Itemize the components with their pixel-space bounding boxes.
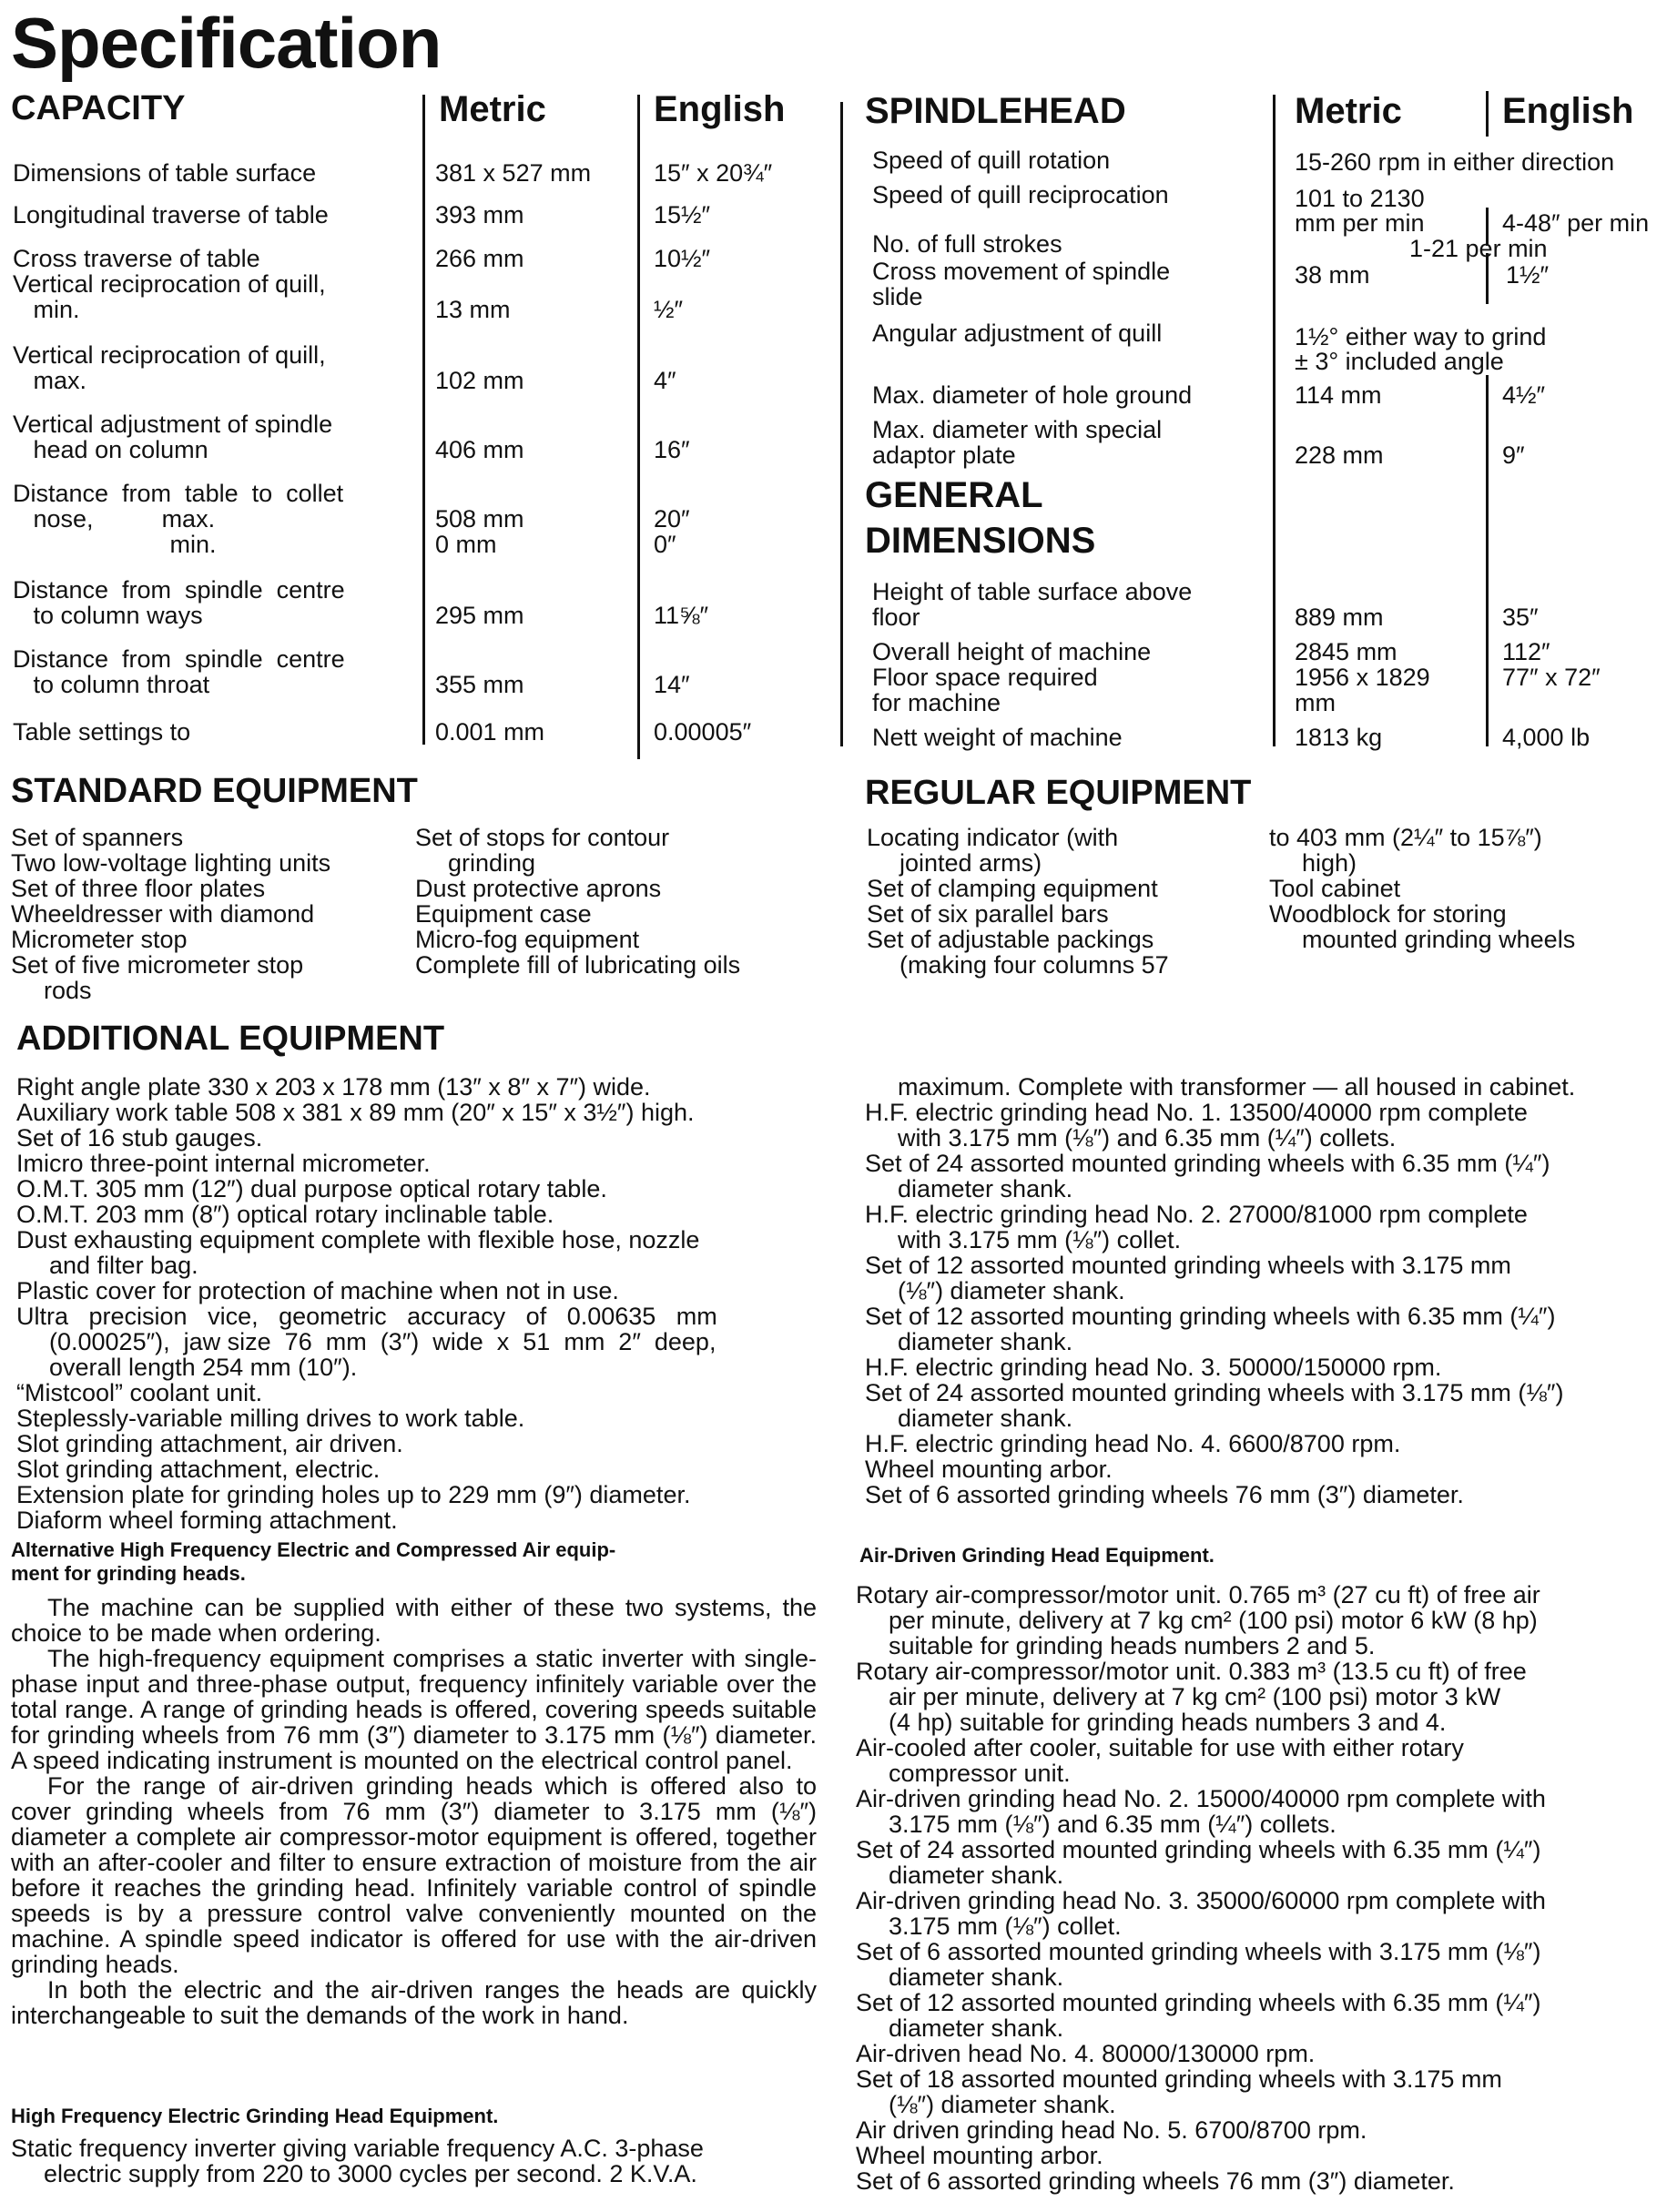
hf-heading: High Frequency Electric Grinding Head Equipment. — [11, 2105, 499, 2127]
standard-equipment-item: Dust protective aprons — [415, 875, 662, 902]
alt-heading-1: Alternative High Frequency Electric and Compressed Air equip- — [11, 1538, 616, 1561]
additional-equipment-list — [16, 1074, 717, 1533]
air-equipment-item: Set of 6 assorted mounted grinding wheels with 3.175 mm (⅛″) — [856, 1938, 1541, 1965]
capacity-row-metric: 13 mm — [435, 296, 511, 323]
full-strokes-label: No. of full strokes — [872, 230, 1062, 258]
height-table-english: 35″ — [1502, 604, 1539, 631]
capacity-row-label: min. — [13, 296, 80, 323]
standard-equipment-item: Set of spanners — [11, 824, 184, 851]
quill-recip-metric-1: 101 to 2130 — [1295, 185, 1425, 212]
hf-equipment-item: Set of 24 assorted mounted grinding wheels with 6.35 mm (¼″) — [865, 1150, 1550, 1177]
capacity-row-metric: 381 x 527 mm — [435, 159, 592, 187]
alt-paragraph: The high-frequency equipment comprises a static inverter with single-phase input and three-phase output, frequency infinitely variable over the total range. A range of grinding heads is offered, covering speeds suitable for grinding wheels from 76 mm (3″) diameter to 3.175 mm (⅛″) diameter. A speed indicating instrument is mounted on the electrical control panel. — [11, 1645, 817, 1774]
regular-equipment-item: jointed arms) — [899, 849, 1042, 877]
hf-equipment-item: Set of 6 assorted grinding wheels 76 mm (3″) diameter. — [865, 1481, 1464, 1508]
hf-equipment-item: H.F. electric grinding head No. 1. 13500/40000 rpm complete — [865, 1099, 1528, 1126]
standard-equipment-item: Wheeldresser with diamond — [11, 900, 315, 928]
height-table-label-1: Height of table surface above — [872, 578, 1193, 605]
standard-equipment-item: Set of stops for contour — [415, 824, 670, 851]
capacity-divider-1 — [422, 95, 425, 745]
capacity-row-metric: 0.001 mm — [435, 718, 545, 746]
floor-space-label-2: for machine — [872, 689, 1001, 716]
floor-space-label-1: Floor space required — [872, 664, 1098, 691]
capacity-row-english: 11⅝″ — [654, 602, 709, 629]
capacity-row-metric: 295 mm — [435, 602, 524, 629]
spindlehead-english-header: English — [1502, 91, 1634, 131]
capacity-row-english: 14″ — [654, 671, 690, 698]
capacity-row-label: nose, max. — [13, 505, 216, 533]
additional-equipment-item: Ultra precision vice, geometric accuracy of 0.00635 mm — [16, 1303, 717, 1330]
additional-equipment-item: Slot grinding attachment, air driven. — [16, 1430, 403, 1457]
additional-equipment-item: Slot grinding attachment, electric. — [16, 1456, 381, 1483]
hf-equipment-item: Static frequency inverter giving variable frequency A.C. 3-phase — [11, 2135, 704, 2162]
hf-equipment-item: diameter shank. — [898, 1328, 1073, 1355]
alt-paragraph: The machine can be supplied with either of these two systems, the choice to be made when ordering. — [11, 1594, 817, 1647]
hf-equipment-item: (⅛″) diameter shank. — [898, 1277, 1125, 1304]
air-list — [856, 1582, 1546, 2194]
air-equipment-item: Rotary air-compressor/motor unit. 0.765 m³ (27 cu ft) of free air — [856, 1581, 1540, 1608]
overall-height-label: Overall height of machine — [872, 638, 1152, 665]
air-heading: Air-Driven Grinding Head Equipment. — [859, 1544, 1215, 1567]
capacity-row-label: Longitudinal traverse of table — [13, 201, 329, 228]
hf-equipment-item: maximum. Complete with transformer — all housed in cabinet. — [898, 1073, 1576, 1101]
additional-equipment-item: Plastic cover for protection of machine when not in use. — [16, 1277, 619, 1304]
weight-metric: 1813 kg — [1295, 724, 1383, 751]
capacity-row-label: Vertical adjustment of spindle — [13, 411, 333, 438]
max-special-metric: 228 mm — [1295, 441, 1384, 469]
capacity-heading: CAPACITY — [11, 89, 186, 127]
standard-equipment-item: Equipment case — [415, 900, 592, 928]
weight-label: Nett weight of machine — [872, 724, 1123, 751]
air-equipment-item: Set of 12 assorted mounted grinding wheels with 6.35 mm (¼″) — [856, 1989, 1541, 2016]
angular-value-1: 1½° either way to grind — [1295, 323, 1547, 350]
capacity-row-english: 10½″ — [654, 245, 711, 272]
capacity-row-metric: 102 mm — [435, 367, 524, 394]
capacity-row-english: 15″ x 20¾″ — [654, 159, 773, 187]
air-equipment-item: Air driven grinding head No. 5. 6700/8700 rpm. — [856, 2116, 1367, 2144]
spindle-divider-2d — [1486, 375, 1489, 746]
max-special-label-2: adaptor plate — [872, 441, 1016, 469]
additional-equipment-item: Steplessly-variable milling drives to work table. — [16, 1405, 525, 1432]
regular-equipment-item: high) — [1302, 849, 1357, 877]
max-special-english: 9″ — [1502, 441, 1525, 469]
capacity-row-english: 16″ — [654, 436, 690, 463]
air-equipment-item: Set of 18 assorted mounted grinding wheels with 3.175 mm — [856, 2065, 1502, 2093]
standard-equipment-item: Two low-voltage lighting units — [11, 849, 331, 877]
capacity-row-english: 20″ — [654, 505, 690, 533]
floor-space-metric-2: mm — [1295, 689, 1336, 716]
hf-equipment-item: diameter shank. — [898, 1405, 1073, 1432]
regular-equipment-item: Set of six parallel bars — [867, 900, 1109, 928]
capacity-row-metric: 508 mm — [435, 505, 524, 533]
spindle-divider-1 — [1273, 95, 1276, 746]
air-equipment-item: Air-driven grinding head No. 3. 35000/60000 rpm complete with — [856, 1887, 1546, 1914]
standard-equipment-item: Micrometer stop — [11, 926, 188, 953]
spindlehead-heading: SPINDLEHEAD — [865, 91, 1126, 131]
max-hole-metric: 114 mm — [1295, 381, 1382, 409]
hf-equipment-item: H.F. electric grinding head No. 3. 50000/150000 rpm. — [865, 1354, 1442, 1381]
air-equipment-item: 3.175 mm (⅛″) and 6.35 mm (¼″) collets. — [889, 1811, 1337, 1838]
hf-equipment-item: H.F. electric grinding head No. 4. 6600/8700 rpm. — [865, 1430, 1401, 1457]
capacity-row-english: 15½″ — [654, 201, 711, 228]
air-equipment-item: per minute, delivery at 7 kg cm² (100 psi) motor 6 kW (8 hp) — [889, 1607, 1538, 1634]
capacity-english-header: English — [654, 89, 786, 129]
capacity-row-metric: 393 mm — [435, 201, 524, 228]
cross-movement-label-2: slide — [872, 283, 923, 310]
height-table-metric: 889 mm — [1295, 604, 1384, 631]
air-equipment-item: (⅛″) diameter shank. — [889, 2091, 1116, 2118]
standard-equipment-heading: STANDARD EQUIPMENT — [11, 772, 418, 810]
regular-equipment-list-1 — [867, 825, 1169, 978]
standard-equipment-item: grinding — [448, 849, 536, 877]
regular-equipment-item: Tool cabinet — [1269, 875, 1401, 902]
quill-recip-label: Speed of quill reciprocation — [872, 181, 1169, 208]
max-hole-english: 4½″ — [1502, 381, 1546, 409]
capacity-row-label: Vertical reciprocation of quill, — [13, 270, 326, 298]
capacity-row-label: Distance from spindle centre — [13, 576, 345, 604]
standard-equipment-list-2 — [415, 825, 740, 978]
additional-equipment-item: Dust exhausting equipment complete with flexible hose, nozzle — [16, 1226, 700, 1253]
max-hole-label: Max. diameter of hole ground — [872, 381, 1193, 409]
hf-equipment-item: H.F. electric grinding head No. 2. 27000/81000 rpm complete — [865, 1201, 1528, 1228]
max-special-label-1: Max. diameter with special — [872, 416, 1163, 443]
capacity-row-label: Table settings to — [13, 718, 191, 746]
hf-equipment-item: Set of 24 assorted mounted grinding wheels with 3.175 mm (⅛″) — [865, 1379, 1564, 1406]
hf-list-left — [11, 2136, 704, 2187]
capacity-row-metric: 406 mm — [435, 436, 524, 463]
additional-equipment-item: Imicro three-point internal micrometer. — [16, 1150, 431, 1177]
regular-equipment-item: Set of adjustable packings — [867, 926, 1154, 953]
air-equipment-item: Air-driven head No. 4. 80000/130000 rpm. — [856, 2040, 1316, 2067]
standard-equipment-item: Complete fill of lubricating oils — [415, 951, 741, 979]
capacity-row-label: Distance from spindle centre — [13, 645, 345, 673]
angular-label: Angular adjustment of quill — [872, 320, 1163, 347]
capacity-row-metric: 266 mm — [435, 245, 524, 272]
capacity-divider-2 — [637, 95, 640, 759]
hf-equipment-item: Wheel mounting arbor. — [865, 1456, 1113, 1483]
additional-equipment-heading: ADDITIONAL EQUIPMENT — [16, 1020, 445, 1058]
additional-equipment-item: Right angle plate 330 x 203 x 178 mm (13″ x 8″ x 7″) wide. — [16, 1073, 651, 1101]
general-heading: GENERAL — [865, 475, 1043, 515]
capacity-row-label: max. — [13, 367, 87, 394]
capacity-row-label: Dimensions of table surface — [13, 159, 317, 187]
additional-equipment-item: Auxiliary work table 508 x 381 x 89 mm (20″ x 15″ x 3½″) high. — [16, 1099, 695, 1126]
regular-equipment-heading: REGULAR EQUIPMENT — [865, 774, 1252, 812]
air-equipment-item: diameter shank. — [889, 1862, 1064, 1889]
height-table-label-2: floor — [872, 604, 920, 631]
dimensions-heading: DIMENSIONS — [865, 521, 1096, 561]
cross-movement-metric: 38 mm — [1295, 261, 1370, 289]
standard-equipment-item: Micro-fog equipment — [415, 926, 640, 953]
regular-equipment-item: mounted grinding wheels — [1302, 926, 1576, 953]
regular-equipment-item: Locating indicator (with — [867, 824, 1119, 851]
air-equipment-item: diameter shank. — [889, 1963, 1064, 1991]
additional-equipment-item: overall length 254 mm (10″). — [49, 1354, 358, 1381]
capacity-row-label: to column throat — [13, 671, 210, 698]
capacity-row-english: 0″ — [654, 531, 676, 558]
hf-equipment-item: diameter shank. — [898, 1175, 1073, 1202]
air-equipment-item: (4 hp) suitable for grinding heads numbers 3 and 4. — [889, 1709, 1447, 1736]
capacity-metric-header: Metric — [439, 89, 546, 129]
alt-paragraphs — [11, 1595, 817, 2028]
quill-recip-metric-2: mm per min — [1295, 209, 1425, 237]
standard-equipment-item: rods — [44, 977, 92, 1004]
additional-equipment-item: “Mistcool” coolant unit. — [16, 1379, 263, 1406]
hf-equipment-item: with 3.175 mm (⅛″) and 6.35 mm (¼″) collets. — [898, 1124, 1397, 1152]
capacity-row-label: to column ways — [13, 602, 203, 629]
page-title: Specification — [11, 3, 442, 83]
capacity-row-metric: 355 mm — [435, 671, 524, 698]
standard-equipment-list-1 — [11, 825, 330, 1003]
capacity-row-label: Distance from table to collet — [13, 480, 344, 507]
additional-equipment-item: Extension plate for grinding holes up to 229 mm (9″) diameter. — [16, 1481, 691, 1508]
capacity-row-label: min. — [13, 531, 217, 558]
cross-movement-english: 1½″ — [1506, 261, 1550, 289]
spindle-divider-2a — [1486, 91, 1489, 137]
air-equipment-item: air per minute, delivery at 7 kg cm² (100 psi) motor 3 kW — [889, 1683, 1501, 1710]
angular-value-2: ± 3° included angle — [1295, 348, 1504, 375]
capacity-row-english: 0.00005″ — [654, 718, 752, 746]
additional-equipment-item: (0.00025″), jaw size 76 mm (3″) wide x 51 mm 2″ deep, — [49, 1328, 717, 1355]
additional-equipment-item: Set of 16 stub gauges. — [16, 1124, 263, 1152]
overall-height-metric: 2845 mm — [1295, 638, 1398, 665]
capacity-row-metric: 0 mm — [435, 531, 497, 558]
air-equipment-item: compressor unit. — [889, 1760, 1071, 1787]
quill-recip-english: 4-48″ per min — [1502, 209, 1650, 237]
regular-equipment-list-2 — [1269, 825, 1575, 952]
standard-equipment-item: Set of three floor plates — [11, 875, 266, 902]
air-equipment-item: Air-cooled after cooler, suitable for use with either rotary — [856, 1734, 1464, 1761]
regular-equipment-item: Set of clamping equipment — [867, 875, 1158, 902]
hf-list-right — [865, 1074, 1575, 1507]
capacity-row-label: Cross traverse of table — [13, 245, 260, 272]
additional-equipment-item: O.M.T. 203 mm (8″) optical rotary inclinable table. — [16, 1201, 554, 1228]
weight-english: 4,000 lb — [1502, 724, 1591, 751]
additional-equipment-item: O.M.T. 305 mm (12″) dual purpose optical rotary table. — [16, 1175, 607, 1202]
capacity-row-label: head on column — [13, 436, 208, 463]
additional-equipment-item: Diaform wheel forming attachment. — [16, 1507, 398, 1534]
alt-paragraph: For the range of air-driven grinding heads which is offered also to cover grinding wheels from 76 mm (3″) diameter to 3.175 mm (⅛″) diameter a complete air compressor-motor equipment is offered, together with an after-cooler and filter to ensure extraction of moisture from the air before it reaches the grinding head. Infinitely variable control of spindle speeds is by a pressure control valve conveniently mounted on the machine. A spindle speed indicator is offered for use with the air-driven grinding heads. — [11, 1772, 817, 1978]
spindle-left-rule — [840, 102, 843, 746]
alt-paragraph: In both the electric and the air-driven ranges the heads are quickly interchangeable to suit the demands of the work in hand. — [11, 1976, 817, 2029]
spindlehead-metric-header: Metric — [1295, 91, 1402, 131]
alt-heading-2: ment for grinding heads. — [11, 1562, 246, 1585]
air-equipment-item: diameter shank. — [889, 2014, 1064, 2042]
regular-equipment-item: to 403 mm (2¼″ to 15⅞″) — [1269, 824, 1542, 851]
air-equipment-item: suitable for grinding heads numbers 2 and 5. — [889, 1632, 1376, 1659]
hf-equipment-item: electric supply from 220 to 3000 cycles per second. 2 K.V.A. — [44, 2160, 697, 2187]
regular-equipment-item: (making four columns 57 — [899, 951, 1169, 979]
floor-space-metric-1: 1956 x 1829 — [1295, 664, 1430, 691]
air-equipment-item: Air-driven grinding head No. 2. 15000/40000 rpm complete with — [856, 1785, 1546, 1812]
air-equipment-item: Wheel mounting arbor. — [856, 2142, 1103, 2169]
quill-rotation-label: Speed of quill rotation — [872, 147, 1111, 174]
quill-rotation-value: 15-260 rpm in either direction — [1295, 148, 1615, 176]
air-equipment-item: Set of 24 assorted mounted grinding wheels with 6.35 mm (¼″) — [856, 1836, 1541, 1863]
hf-equipment-item: Set of 12 assorted mounting grinding wheels with 6.35 mm (¼″) — [865, 1303, 1556, 1330]
capacity-row-english: 4″ — [654, 367, 676, 394]
regular-equipment-item: Woodblock for storing — [1269, 900, 1507, 928]
hf-equipment-item: Set of 12 assorted mounted grinding wheels with 3.175 mm — [865, 1252, 1511, 1279]
air-equipment-item: 3.175 mm (⅛″) collet. — [889, 1913, 1122, 1940]
full-strokes-value: 1-21 per min — [1409, 235, 1548, 262]
cross-movement-label-1: Cross movement of spindle — [872, 258, 1171, 285]
capacity-row-english: ½″ — [654, 296, 684, 323]
capacity-row-label: Vertical reciprocation of quill, — [13, 341, 326, 369]
floor-space-english: 77″ x 72″ — [1502, 664, 1601, 691]
hf-equipment-item: with 3.175 mm (⅛″) collet. — [898, 1226, 1182, 1253]
air-equipment-item: Rotary air-compressor/motor unit. 0.383 m³ (13.5 cu ft) of free — [856, 1658, 1527, 1685]
additional-equipment-item: and filter bag. — [49, 1252, 198, 1279]
standard-equipment-item: Set of five micrometer stop — [11, 951, 304, 979]
air-equipment-item: Set of 6 assorted grinding wheels 76 mm (3″) diameter. — [856, 2167, 1455, 2195]
overall-height-english: 112″ — [1502, 638, 1550, 665]
